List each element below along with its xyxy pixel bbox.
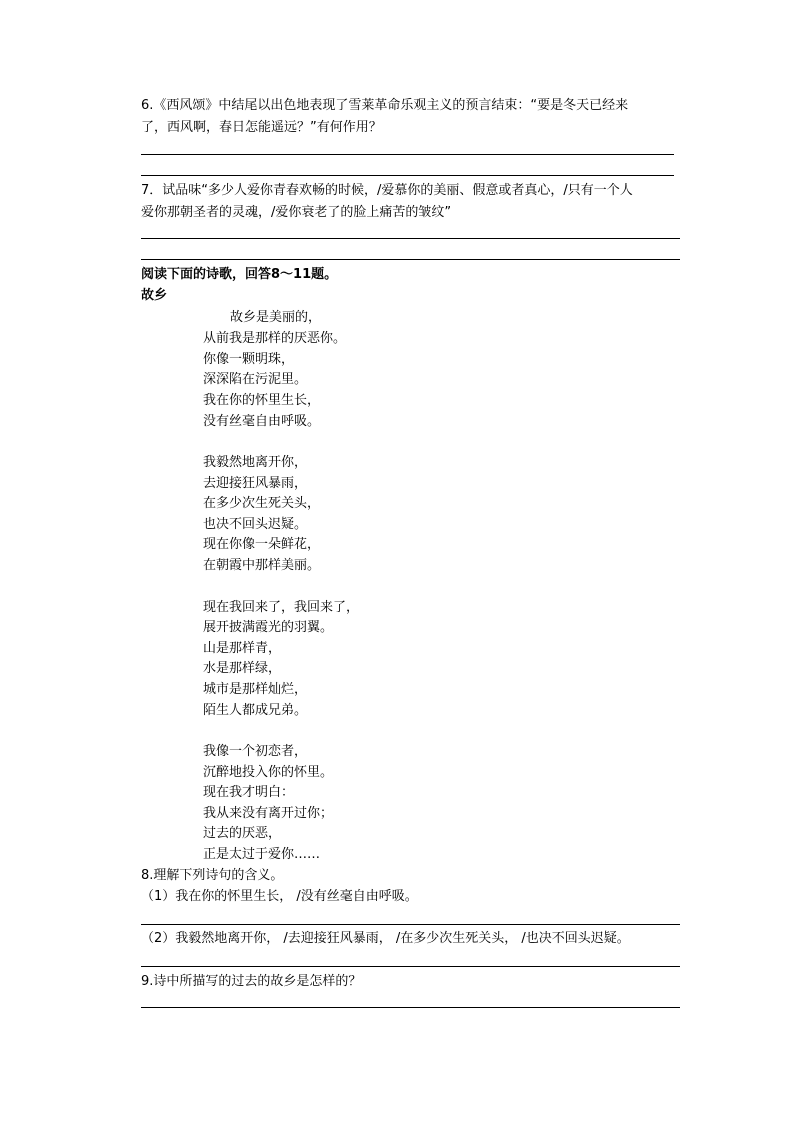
poem-line: 也决不回头迟疑。 bbox=[203, 517, 308, 532]
poem-line: 我毅然地离开你， bbox=[203, 455, 308, 470]
q8-answer-line-1[interactable] bbox=[141, 924, 680, 925]
q8-sub-2: （2）我毅然地离开你， /去迎接狂风暴雨， /在多少次生死关头， /也决不回头迟疑。 bbox=[141, 931, 630, 946]
q7-line-2: 爱你那朝圣者的灵魂，/爱你衰老了的脸上痛苦的皱纹” bbox=[141, 205, 452, 220]
q8-stem: 8.理解下列诗句的含义。 bbox=[141, 868, 284, 883]
q8-sub-1: （1）我在你的怀里生长， /没有丝毫自由呼吸。 bbox=[141, 889, 418, 904]
poem-line: 山是那样青， bbox=[203, 641, 282, 656]
poem-line: 现在我才明白： bbox=[203, 785, 295, 800]
poem-line: 展开披满霞光的羽翼。 bbox=[203, 620, 334, 635]
poem-title: 故乡 bbox=[141, 288, 168, 303]
q7-answer-line-2[interactable] bbox=[141, 259, 680, 260]
q6-line-1: 6.《西风颂》中结尾以出色地表现了雪莱革命乐观主义的预言结束：“要是冬天已经来 bbox=[141, 98, 629, 113]
q9-answer-line[interactable] bbox=[141, 1007, 680, 1008]
q9-stem: 9.诗中所描写的过去的故乡是怎样的？ bbox=[141, 974, 362, 989]
poem-line: 正是太过于爱你…… bbox=[203, 847, 321, 862]
poem-line: 我像一个初恋者， bbox=[203, 744, 308, 759]
q7-answer-line-1[interactable] bbox=[141, 238, 680, 239]
poem-line: 在多少次生死关头， bbox=[203, 496, 321, 511]
poem-line: 过去的厌恶， bbox=[203, 826, 282, 841]
q6-answer-line-1[interactable] bbox=[141, 154, 674, 155]
q6-line-2: 了，西风啊，春日怎能遥远？”有何作用？ bbox=[141, 120, 382, 135]
q8-answer-line-2[interactable] bbox=[141, 966, 680, 967]
poem-line: 沉醉地投入你的怀里。 bbox=[203, 765, 334, 780]
poem-line: 故乡是美丽的， bbox=[230, 310, 322, 325]
poem-line: 没有丝毫自由呼吸。 bbox=[203, 414, 321, 429]
poem-line: 我在你的怀里生长， bbox=[203, 393, 321, 408]
poem-line: 从前我是那样的厌恶你。 bbox=[203, 331, 347, 346]
poem-line: 我从来没有离开过你； bbox=[203, 806, 334, 821]
q7-line-1: 7．试品味“多少人爱你青春欢畅的时候，/爱慕你的美丽、假意或者真心，/只有一个人 bbox=[141, 183, 633, 198]
reading-instruction: 阅读下面的诗歌，回答8～11题。 bbox=[141, 267, 338, 282]
poem-line: 你像一颗明珠， bbox=[203, 352, 295, 367]
poem-line: 深深陷在污泥里。 bbox=[203, 372, 308, 387]
poem-line: 城市是那样灿烂， bbox=[203, 682, 308, 697]
poem-line: 水是那样绿， bbox=[203, 661, 282, 676]
poem-line: 在朝霞中那样美丽。 bbox=[203, 558, 321, 573]
poem-line: 现在我回来了，我回来了， bbox=[203, 600, 360, 615]
poem-line: 陌生人都成兄弟。 bbox=[203, 703, 308, 718]
q6-answer-line-2[interactable] bbox=[141, 175, 674, 176]
poem-line: 现在你像一朵鲜花， bbox=[203, 537, 321, 552]
poem-line: 去迎接狂风暴雨， bbox=[203, 476, 308, 491]
